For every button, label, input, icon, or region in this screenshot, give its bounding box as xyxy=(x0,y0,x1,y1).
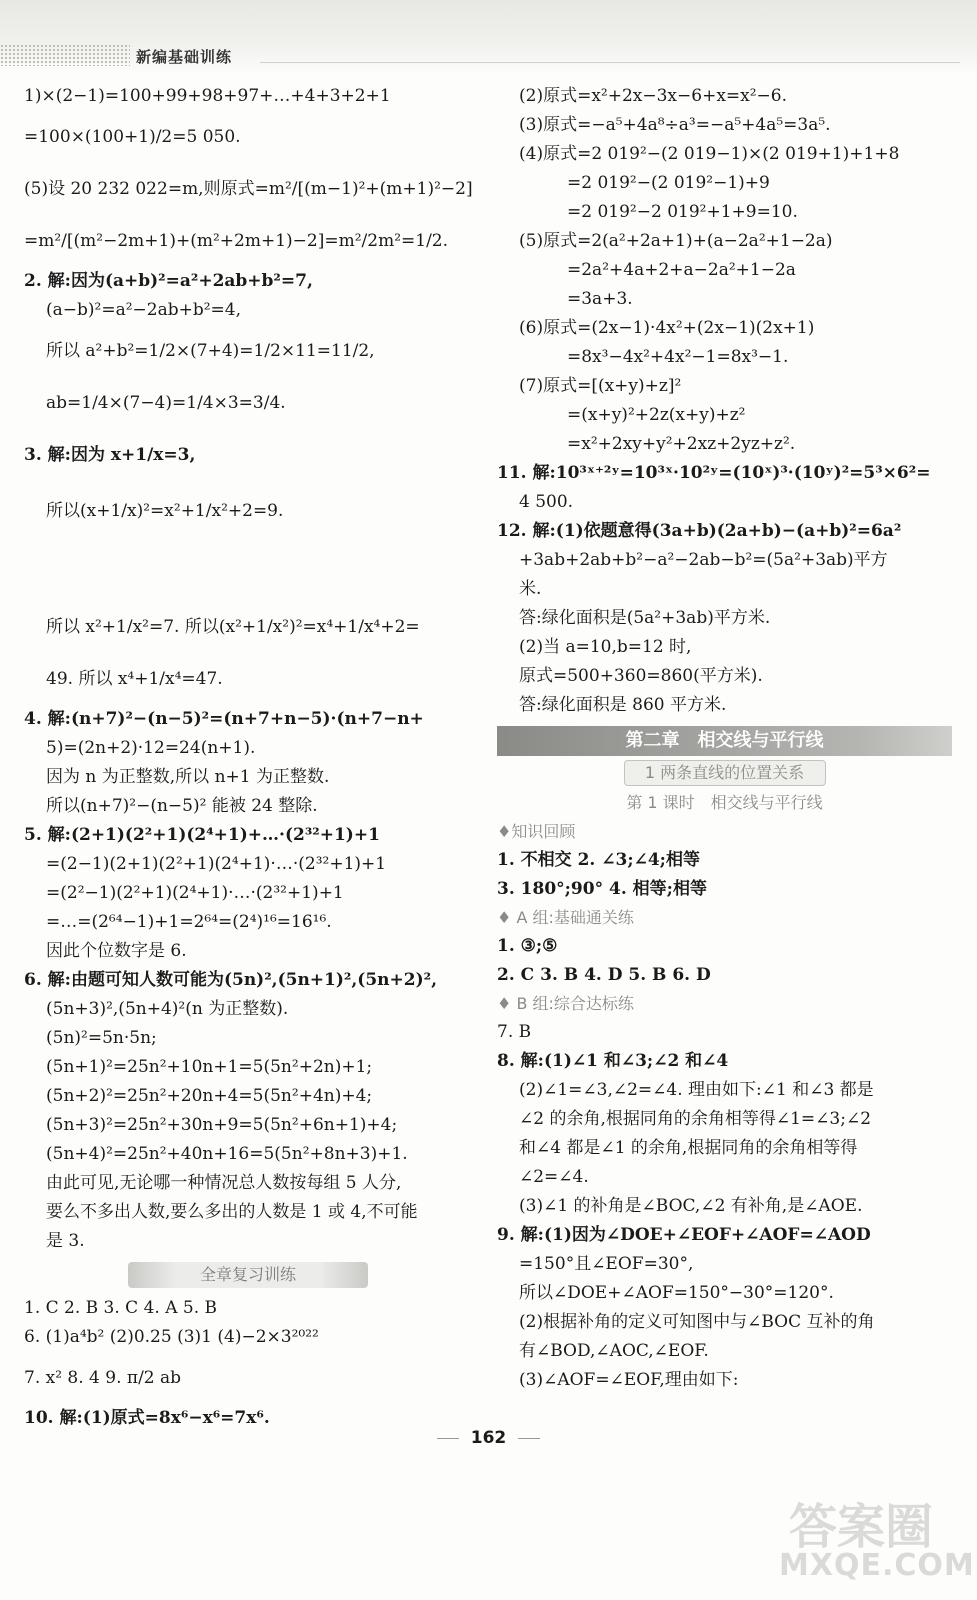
group-b-answer-line: 7. B xyxy=(497,1022,532,1042)
group-b-answer-line: (2)根据补角的定义可知图中与∠BOC 互补的角 xyxy=(519,1312,875,1332)
left-answer-line: =(2²−1)(2²+1)(2⁴+1)·…·(2³²+1)+1 xyxy=(46,883,344,903)
group-a-line-1: 1. ③;⑤ xyxy=(497,936,558,956)
right-answer-line: =(x+y)²+2z(x+y)+z² xyxy=(567,405,746,425)
knowledge-review-label: 知识回顾 xyxy=(511,822,576,841)
knowledge-review-heading: ♦知识回顾 xyxy=(497,822,576,841)
group-b-answer-line: =150°且∠EOF=30°, xyxy=(519,1254,694,1274)
right-answer-line: 11. 解:10³ˣ⁺²ʸ=10³ˣ·10²ʸ=(10ˣ)³·(10ʸ)²=5³×6²= xyxy=(497,463,931,483)
left-answer-line: (5n+2)²=25n²+20n+4=5(5n²+4n)+4; xyxy=(46,1086,373,1106)
review-answer-line: 1. C 2. B 3. C 4. A 5. B xyxy=(24,1298,218,1318)
left-answer-line: ab=1/4×(7−4)=1/4×3=3/4. xyxy=(46,393,286,413)
group-a-heading: ♦ A 组:基础通关练 xyxy=(497,908,634,927)
group-b-answer-line: (3)∠1 的补角是∠BOC,∠2 有补角,是∠AOE. xyxy=(519,1196,863,1216)
right-answer-line: =2a²+4a+2+a−2a²+1−2a xyxy=(567,260,796,280)
left-answer-line: 因为 n 为正整数,所以 n+1 为正整数. xyxy=(46,767,330,787)
left-answer-line: 由此可见,无论哪一种情况总人数按每组 5 人分, xyxy=(46,1173,402,1193)
group-b-answer-line: 和∠4 都是∠1 的余角,根据同角的余角相等得 xyxy=(519,1138,858,1158)
left-answer-line: (5n+3)²=25n²+30n+9=5(5n²+6n+1)+4; xyxy=(46,1115,398,1135)
left-answer-line: 5)=(2n+2)·12=24(n+1). xyxy=(46,738,256,758)
right-answer-line: (2)原式=x²+2x−3x−6+x=x²−6. xyxy=(519,86,788,106)
review-answer-lines xyxy=(24,1294,472,1433)
group-b-answer-lines xyxy=(497,1018,952,1395)
group-b-answer-line: (3)∠AOF=∠EOF,理由如下: xyxy=(519,1370,739,1390)
lesson-title: 第 1 课时 相交线与平行线 xyxy=(626,793,823,812)
right-answer-line: (5)原式=2(a²+2a+1)+(a−2a²+1−2a) xyxy=(519,231,833,251)
right-answer-line: (6)原式=(2x−1)·4x²+(2x−1)(2x+1) xyxy=(519,318,815,338)
group-a-label: A 组:基础通关练 xyxy=(516,908,634,927)
review-answer-line: 6. (1)a⁴b² (2)0.25 (3)1 (4)−2×3²⁰²² xyxy=(24,1327,319,1347)
knowledge-line-2: 3. 180°;90° 4. 相等;相等 xyxy=(497,879,707,899)
right-answer-line: (2)当 a=10,b=12 时, xyxy=(519,637,692,657)
left-answer-lines xyxy=(24,82,472,1256)
chapter-title: 第二章 相交线与平行线 xyxy=(497,726,952,756)
left-answer-line: (5n+4)²=25n²+40n+16=5(5n²+8n+3)+1. xyxy=(46,1144,408,1164)
right-answer-line: =x²+2xy+y²+2xz+2yz+z². xyxy=(567,434,796,454)
right-answer-line: 4 500. xyxy=(519,492,574,512)
left-answer-line: (a−b)²=a²−2ab+b²=4, xyxy=(46,300,242,320)
header-rule xyxy=(260,62,960,63)
left-answer-line: 所以 a²+b²=1/2×(7+4)=1/2×11=11/2, xyxy=(46,341,375,361)
left-answer-line: =m²/[(m²−2m+1)+(m²+2m+1)−2]=m²/2m²=1/2. xyxy=(24,231,449,251)
left-answer-line: (5n+3)²,(5n+4)²(n 为正整数). xyxy=(46,999,289,1019)
header-dot-pattern xyxy=(0,44,130,66)
left-answer-line: 49. 所以 x⁴+1/x⁴=47. xyxy=(46,669,223,689)
left-answer-line: =(2−1)(2+1)(2²+1)(2⁴+1)·…·(2³²+1)+1 xyxy=(46,854,387,874)
right-answer-line: (3)原式=−a⁵+4a⁸÷a³=−a⁵+4a⁵=3a⁵. xyxy=(519,115,831,135)
left-answer-line: 6. 解:由题可知人数可能为(5n)²,(5n+1)²,(5n+2)², xyxy=(24,970,438,990)
left-answer-line: 4. 解:(n+7)²−(n−5)²=(n+7+n−5)·(n+7−n+ xyxy=(24,709,424,729)
left-answer-line xyxy=(24,541,472,601)
left-answer-line: 所以 x²+1/x²=7. 所以(x²+1/x²)²=x⁴+1/x⁴+2= xyxy=(46,617,420,637)
group-b-answer-line: ∠2 的余角,根据同角的余角相等得∠1=∠3;∠2 xyxy=(519,1109,872,1129)
right-answer-line: (4)原式=2 019²−(2 019−1)×(2 019+1)+1+8 xyxy=(519,144,900,164)
right-answer-line: =2 019²−2 019²+1+9=10. xyxy=(567,202,798,222)
group-a-line-2: 2. C 3. B 4. D 5. B 6. D xyxy=(497,965,711,985)
left-answer-line: (5n+1)²=25n²+10n+1=5(5n²+2n)+1; xyxy=(46,1057,373,1077)
left-answer-line: (5n)²=5n·5n; xyxy=(46,1028,157,1048)
group-b-heading: ♦ B 组:综合达标练 xyxy=(497,994,634,1013)
left-answer-line: 2. 解:因为(a+b)²=a²+2ab+b²=7, xyxy=(24,271,313,291)
review-answer-line: 7. x² 8. 4 9. π/2 ab xyxy=(24,1368,182,1388)
right-answer-lines xyxy=(497,82,952,720)
right-answer-line: 12. 解:(1)依题意得(3a+b)(2a+b)−(a+b)²=6a² xyxy=(497,521,902,541)
group-b-answer-line: 有∠BOD,∠AOC,∠EOF. xyxy=(519,1341,709,1361)
left-answer-line: 是 3. xyxy=(46,1231,85,1251)
right-answer-line: =3a+3. xyxy=(567,289,633,309)
left-answer-line: (5)设 20 232 022=m,则原式=m²/[(m−1)²+(m+1)²−2] xyxy=(24,179,473,199)
section-title: 1 两条直线的位置关系 xyxy=(624,760,826,786)
left-answer-line: 所以(x+1/x)²=x²+1/x²+2=9. xyxy=(46,501,284,521)
left-answer-line: 要么不多出人数,要么多出的人数是 1 或 4,不可能 xyxy=(46,1202,418,1222)
right-answer-line: 答:绿化面积是 860 平方米. xyxy=(519,695,727,715)
left-column xyxy=(24,82,472,1433)
left-answer-line: 5. 解:(2+1)(2²+1)(2⁴+1)+…·(2³²+1)+1 xyxy=(24,825,380,845)
left-answer-line: 3. 解:因为 x+1/x=3, xyxy=(24,445,196,465)
left-answer-line: =100×(100+1)/2=5 050. xyxy=(24,127,241,147)
right-answer-line: +3ab+2ab+b²−a²−2ab−b²=(5a²+3ab)平方 xyxy=(519,550,888,570)
group-b-answer-line: 所以∠DOE+∠AOF=150°−30°=120°. xyxy=(519,1283,834,1303)
right-answer-line: 答:绿化面积是(5a²+3ab)平方米. xyxy=(519,608,771,628)
left-answer-line: 所以(n+7)²−(n−5)² 能被 24 整除. xyxy=(46,796,318,816)
right-answer-line: 米. xyxy=(519,579,542,599)
group-b-answer-line: (2)∠1=∠3,∠2=∠4. 理由如下:∠1 和∠3 都是 xyxy=(519,1080,874,1100)
right-answer-line: =2 019²−(2 019²−1)+9 xyxy=(567,173,770,193)
page-header xyxy=(0,0,977,75)
left-answer-line: 因此个位数字是 6. xyxy=(46,941,187,961)
footer-dash-left xyxy=(437,1438,459,1439)
group-b-answer-line: 8. 解:(1)∠1 和∠3;∠2 和∠4 xyxy=(497,1051,729,1071)
left-answer-line: =…=(2⁶⁴−1)+1=2⁶⁴=(2⁴)¹⁶=16¹⁶. xyxy=(46,912,332,932)
page-number-footer xyxy=(0,1428,977,1448)
review-answer-line: 10. 解:(1)原式=8x⁶−x⁶=7x⁶. xyxy=(24,1408,270,1428)
watermark-logo xyxy=(779,1488,975,1588)
right-answer-line: 原式=500+360=860(平方米). xyxy=(519,666,763,686)
right-answer-line: =8x³−4x²+4x²−1=8x³−1. xyxy=(567,347,789,367)
page-number: 162 xyxy=(470,1428,507,1448)
watermark-cn: 答案圈 xyxy=(789,1499,934,1555)
group-b-label: B 组:综合达标练 xyxy=(516,994,634,1013)
left-answer-line: 1)×(2−1)=100+99+98+97+…+4+3+2+1 xyxy=(24,86,391,106)
watermark-en: MXQE.COM xyxy=(779,1548,975,1583)
chapter-review-title: 全章复习训练 xyxy=(128,1262,368,1288)
right-answer-line: (7)原式=[(x+y)+z]² xyxy=(519,376,682,396)
header-title: 新编基础训练 xyxy=(136,48,233,66)
knowledge-line-1: 1. 不相交 2. ∠3;∠4;相等 xyxy=(497,850,700,870)
group-b-answer-line: ∠2=∠4. xyxy=(519,1167,589,1187)
group-b-answer-line: 9. 解:(1)因为∠DOE+∠EOF+∠AOF=∠AOD xyxy=(497,1225,871,1245)
right-column xyxy=(497,82,952,1395)
footer-dash-right xyxy=(518,1438,540,1439)
